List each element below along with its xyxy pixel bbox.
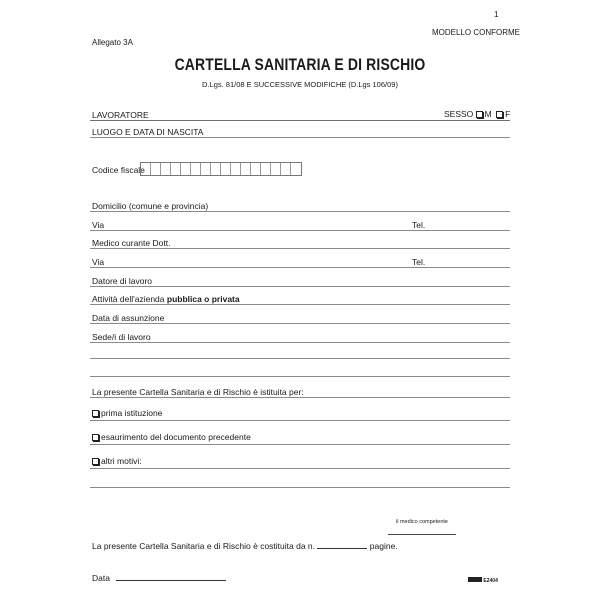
sede-lavoro-label: Sede/i di lavoro [92,332,151,342]
tel-2-label: Tel. [412,257,426,267]
attivita-azienda-line[interactable] [90,304,510,305]
medico-curante-line[interactable] [90,248,510,249]
cf-box[interactable] [241,163,251,175]
cf-box[interactable] [161,163,171,175]
cf-box[interactable] [271,163,281,175]
cf-box[interactable] [261,163,271,175]
costituita-suffix: pagine. [369,541,398,551]
medico-competente-label: il medico competente [396,519,448,525]
via-1-line[interactable] [90,230,510,231]
pagine-count-blank[interactable] [317,548,367,549]
altri-motivi-line[interactable] [90,468,510,469]
sesso-f-label: F [505,109,511,119]
medico-curante-label: Medico curante Dott. [92,238,171,248]
sesso-group [444,109,510,119]
datore-lavoro-label: Datore di lavoro [92,276,153,286]
tel-1-label: Tel. [412,220,426,230]
document-subtitle: D.Lgs. 81/08 E SUCCESSIVE MODIFICHE (D.Lgs 106/09) [202,80,398,89]
prima-istituzione-line [90,420,510,421]
cf-box[interactable] [231,163,241,175]
cf-box[interactable] [211,163,221,175]
data-blank[interactable] [116,580,226,581]
attivita-azienda-label [92,294,240,304]
sede-lavoro-line-3[interactable] [90,376,510,377]
sede-lavoro-line-2[interactable] [90,358,510,359]
medico-competente-signature-line[interactable] [388,534,456,535]
sesso-m-checkbox[interactable] [476,111,483,118]
allegato-label: Allegato 3A [92,38,133,47]
costituita-prefix: La presente Cartella Sanitaria e di Rischio è costituita da n. [92,541,316,551]
codice-fiscale-label: Codice fiscale [92,165,145,175]
domicilio-label: Domicilio (comune e provincia) [92,201,209,211]
costituita-da-row [92,541,398,551]
luogo-data-nascita-line[interactable] [90,137,510,138]
via-1-label: Via [92,220,105,230]
page-number: 1 [494,10,499,19]
altri-motivi-label: altri motivi: [101,456,142,466]
lavoratore-label: LAVORATORE [92,110,149,120]
cf-box[interactable] [291,163,301,175]
datore-lavoro-line[interactable] [90,286,510,287]
document-title: CARTELLA SANITARIA E DI RISCHIO [174,55,426,74]
option-altri-motivi[interactable] [92,456,142,466]
codice-fiscale-boxes[interactable] [140,162,302,176]
istituzione-intro: La presente Cartella Sanitaria e di Rischio è istituita per: [92,387,304,397]
cf-box[interactable] [181,163,191,175]
brand-mark [468,577,482,582]
prima-istituzione-checkbox[interactable] [92,410,99,417]
cf-box[interactable] [141,163,151,175]
luogo-data-nascita-label: LUOGO E DATA DI NASCITA [92,127,204,137]
esaurimento-checkbox[interactable] [92,434,99,441]
sesso-label: SESSO [444,109,474,119]
lavoratore-line[interactable] [90,120,510,121]
cf-box[interactable] [251,163,261,175]
data-assunzione-line[interactable] [90,323,510,324]
product-code [468,577,498,584]
domicilio-line[interactable] [90,211,510,212]
esaurimento-line [90,444,510,445]
data-assunzione-label: Data di assunzione [92,313,165,323]
cf-box[interactable] [171,163,181,175]
cf-box[interactable] [151,163,161,175]
attivita-bold: pubblica o privata [166,294,240,304]
altri-motivi-line-2[interactable] [90,487,510,488]
sesso-f-checkbox[interactable] [496,111,503,118]
cf-box[interactable] [281,163,291,175]
sede-lavoro-line[interactable] [90,342,510,343]
product-code-text: E2404 [483,578,498,584]
cf-box[interactable] [221,163,231,175]
sesso-m-label: M [484,109,492,119]
esaurimento-label: esaurimento del documento precedente [101,432,251,442]
via-2-line[interactable] [90,267,510,268]
via-2-label: Via [92,257,105,267]
attivita-prefix: Attività dell'azienda [92,294,165,304]
cf-box[interactable] [191,163,201,175]
option-esaurimento[interactable] [92,432,251,442]
option-prima-istituzione[interactable] [92,408,162,418]
prima-istituzione-label: prima istituzione [101,408,163,418]
altri-motivi-checkbox[interactable] [92,458,99,465]
modello-conforme: MODELLO CONFORME [432,28,521,37]
data-label: Data [92,573,110,583]
istituzione-intro-line [90,397,510,398]
cf-box[interactable] [201,163,211,175]
data-row [92,573,226,583]
